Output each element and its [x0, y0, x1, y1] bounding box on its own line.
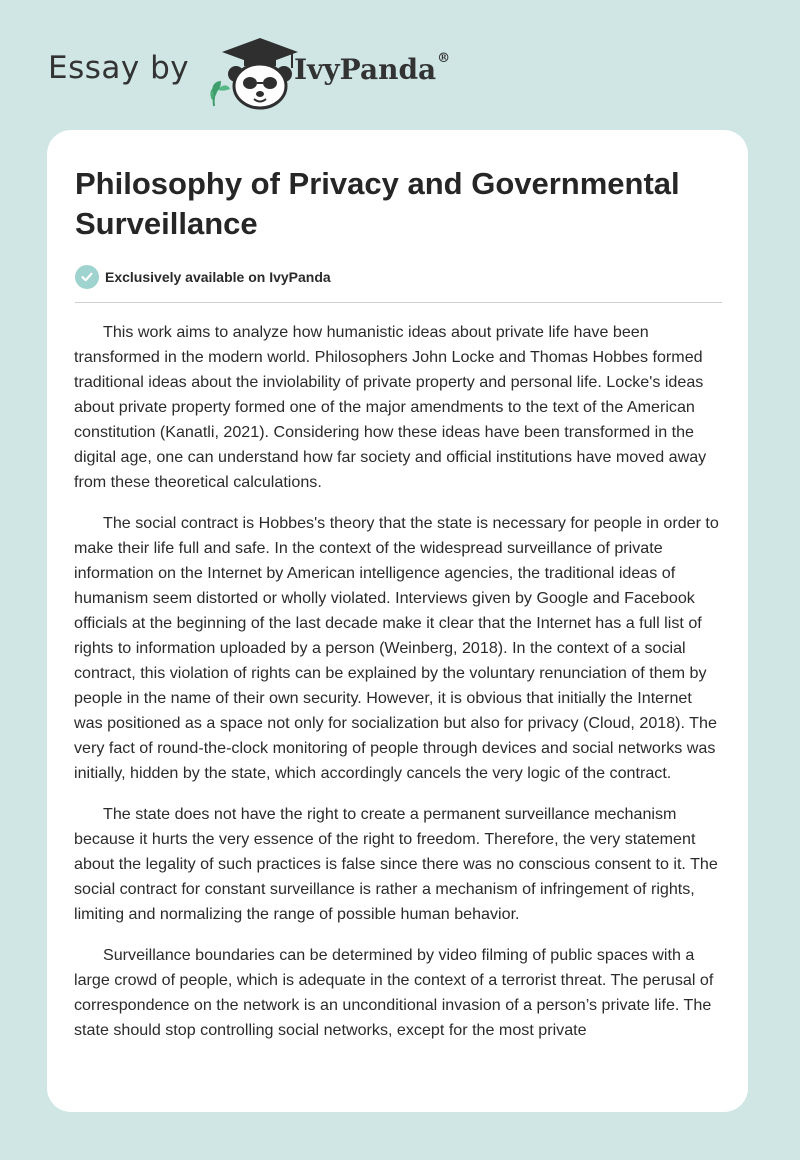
- paragraph: Surveillance boundaries can be determined by video filming of public spaces with a large crowd of people, which is adequate in the context of a terrorist threat. The perusal of correspondence on the network is an unconditional invasion of a person’s private life. The state should stop controlling social networks, except for the most private: [74, 946, 714, 1039]
- brand-name-text: IvyPanda: [294, 53, 437, 86]
- divider: [75, 302, 722, 303]
- exclusive-badge: [75, 264, 331, 290]
- ivypanda-logo-icon[interactable]: [202, 34, 302, 110]
- essay-body: [74, 320, 724, 1059]
- badge-text: Exclusively available on IvyPanda: [105, 269, 331, 285]
- paragraph: This work aims to analyze how humanistic ideas about private life have been transformed in the modern world. Philosophers John Locke and Thomas Hobbes formed traditional ideas about the inviolability of private property and personal life. Locke's ideas about private property formed one of the major amendments to the text of the American constitution (Kanatli, 2021). Considering how these ideas have been transformed in the digital age, one can understand how far society and official institutions have moved away from these theoretical calculations.: [74, 323, 707, 491]
- site-header: [48, 30, 748, 110]
- paragraph: The social contract is Hobbes's theory that the state is necessary for people in order to make their life full and safe. In the context of the widespread surveillance of private information on the Internet by American intelligence agencies, the traditional ideas of humanism seem distorted or wholly violated. Interviews given by Google and Facebook officials at the beginning of the last decade make it clear that the Internet has a full list of rights to information uploaded by a person (Weinberg, 2018). In the context of a social contract, this violation of rights can be explained by the voluntary renunciation of them by people in the name of their own security. However, it is obvious that initially the Internet was positioned as a space not only for socialization but also for privacy (Cloud, 2018). The very fact of round-the-clock monitoring of people through devices and social networks was initially, hidden by the state, which accordingly cancels the very logic of the contract.: [74, 514, 719, 782]
- brand-prefix: Essay by: [48, 50, 190, 86]
- page-title: Philosophy of Privacy and Governmental Surveillance: [75, 166, 680, 241]
- registered-mark: ®: [437, 51, 451, 66]
- essay-card: [47, 130, 748, 1112]
- brand-name[interactable]: [294, 53, 450, 86]
- paragraph: The state does not have the right to create a permanent surveillance mechanism because it hurts the very essence of the right to freedom. Therefore, the very statement about the legality of such practices is false since there was no conscious consent to it. The social contract for constant surveillance is rather a mechanism of infringement of rights, limiting and normalizing the range of possible human behavior.: [74, 805, 718, 923]
- check-circle-icon: [75, 265, 99, 289]
